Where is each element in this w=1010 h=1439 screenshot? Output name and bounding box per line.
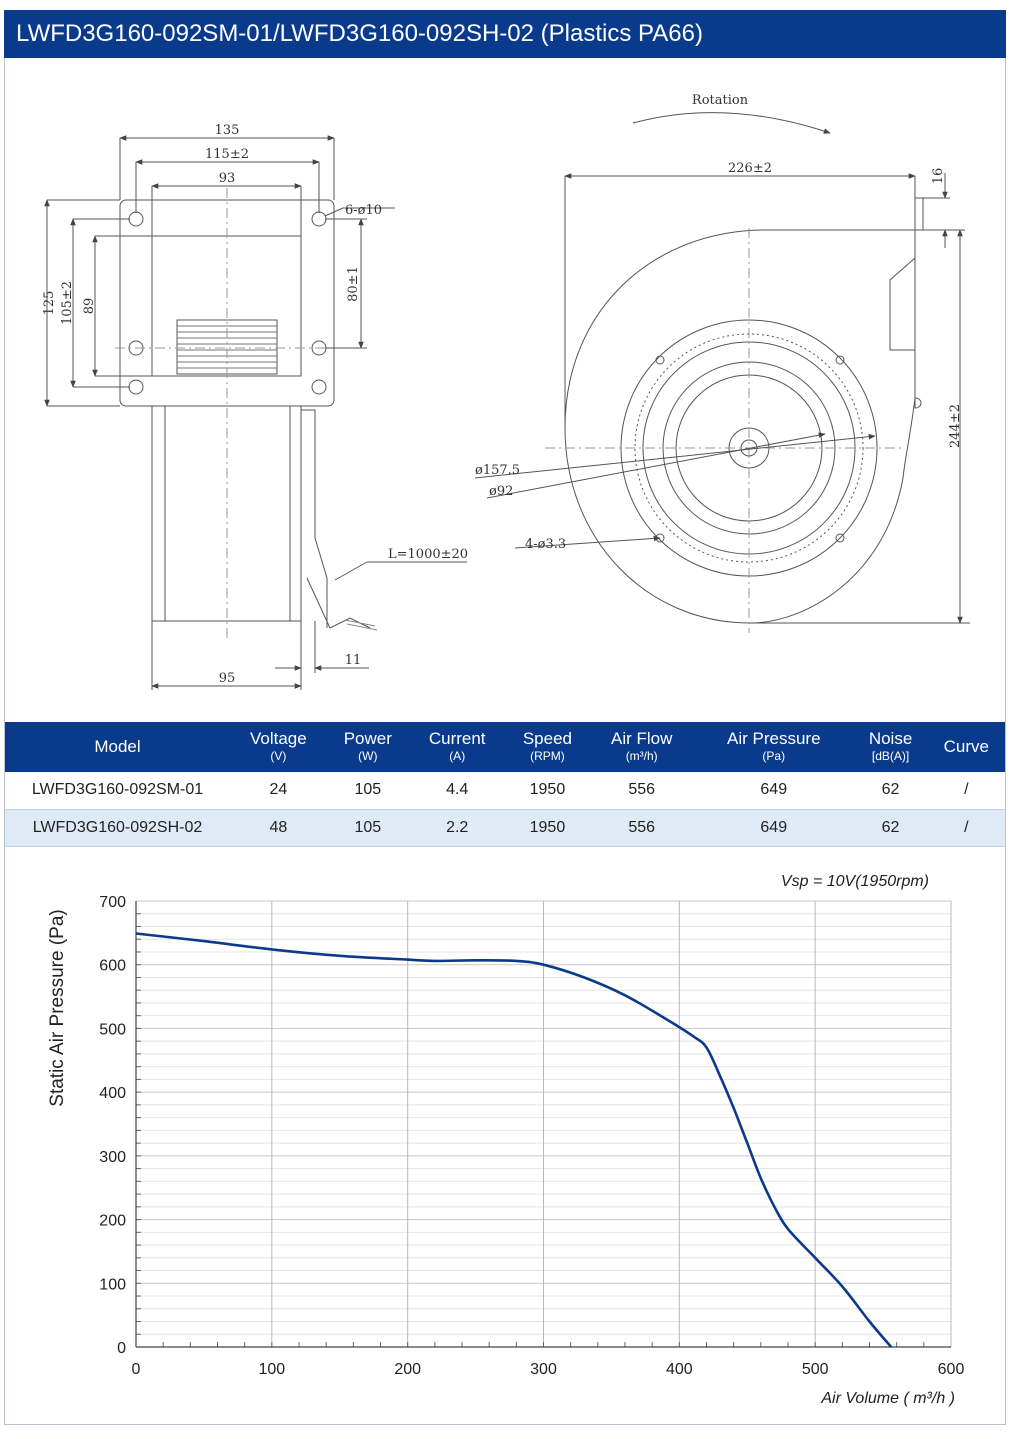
rotation-label: Rotation: [691, 93, 749, 108]
dim-115: 115±2: [205, 147, 249, 162]
dim-16: 16: [931, 167, 946, 185]
cell-current: 2.2: [409, 809, 506, 846]
cell-model: LWFD3G160-092SM-01: [5, 772, 230, 809]
x-axis-label: Air Volume ( m³/h ): [821, 1390, 955, 1407]
dim-92: ø92: [489, 484, 514, 499]
y-tick-label: 0: [117, 1340, 126, 1357]
cell-airpressure: 649: [694, 772, 853, 809]
chart-tick-labels: [99, 894, 964, 1378]
dim-135: 135: [214, 123, 240, 138]
dim-95: 95: [218, 671, 236, 686]
drawing-svg: [5, 58, 1005, 722]
x-tick-label: 400: [665, 1361, 693, 1378]
y-axis-label: Static Air Pressure (Pa): [47, 909, 68, 1107]
cell-airflow: 556: [589, 809, 694, 846]
dim-157: ø157.5: [475, 463, 521, 478]
cell-model: LWFD3G160-092SH-02: [5, 809, 230, 846]
cell-speed: 1950: [506, 809, 590, 846]
pressure-curve: [136, 934, 891, 1348]
cell-voltage: 48: [230, 809, 327, 846]
header-airpressure: Air Pressure (Pa): [694, 722, 853, 772]
x-tick-label: 500: [801, 1361, 829, 1378]
header-voltage: Voltage (V): [230, 722, 327, 772]
table-row: [5, 772, 1005, 809]
header-curve: Curve: [928, 722, 1005, 772]
cell-power: 105: [327, 772, 409, 809]
y-tick-label: 600: [99, 957, 126, 975]
x-tick-label: 0: [131, 1361, 141, 1378]
header-airflow: Air Flow (m³/h): [589, 722, 694, 772]
cell-speed: 1950: [506, 772, 590, 809]
y-tick-label: 100: [99, 1276, 126, 1294]
y-tick-label: 300: [99, 1148, 126, 1166]
spec-table: [5, 722, 1005, 847]
x-tick-label: 300: [530, 1361, 557, 1378]
cell-airpressure: 649: [694, 809, 853, 846]
cell-noise: 62: [854, 809, 928, 846]
header-power: Power (W): [327, 722, 409, 772]
table-header-row: [5, 722, 1005, 772]
header-current: Current (A): [409, 722, 506, 772]
page-title: LWFD3G160-092SM-01/LWFD3G160-092SH-02 (Plastics PA66): [4, 10, 1006, 58]
technical-drawing: [5, 58, 1005, 722]
cell-voltage: 24: [230, 772, 327, 809]
table-row: [5, 809, 1005, 846]
cell-current: 4.4: [409, 772, 506, 809]
cell-noise: 62: [854, 772, 928, 809]
dim-11: 11: [344, 653, 362, 668]
y-tick-label: 500: [99, 1021, 126, 1039]
x-tick-label: 600: [937, 1361, 965, 1378]
cell-curve: /: [928, 809, 1005, 846]
dim-93: 93: [218, 171, 236, 186]
dim-80: 80±1: [346, 266, 361, 302]
header-speed: Speed (RPM): [506, 722, 590, 772]
dim-244: 244±2: [948, 404, 963, 448]
y-tick-label: 700: [99, 894, 126, 911]
dim-cable: L=1000±20: [388, 547, 469, 562]
x-tick-label: 100: [258, 1361, 286, 1378]
y-tick-label: 400: [99, 1085, 126, 1103]
dim-holes: 6-ø10: [345, 203, 383, 218]
chart-annotation: Vsp = 10V(1950rpm): [780, 873, 929, 890]
performance-chart: [5, 848, 1005, 1424]
dim-226: 226±2: [728, 161, 772, 176]
x-tick-label: 200: [394, 1361, 422, 1378]
dim-89: 89: [82, 297, 97, 315]
cell-airflow: 556: [589, 772, 694, 809]
chart-grid: [136, 901, 951, 1347]
dim-mount: 4-ø3.3: [525, 537, 567, 552]
header-noise: Noise [dB(A)]: [854, 722, 928, 772]
y-tick-label: 200: [99, 1212, 126, 1230]
cell-curve: /: [928, 772, 1005, 809]
cell-power: 105: [327, 809, 409, 846]
dim-105: 105±2: [60, 281, 75, 325]
header-model: Model: [5, 722, 230, 772]
chart-svg: [5, 848, 1005, 1424]
dim-125: 125: [42, 290, 57, 316]
